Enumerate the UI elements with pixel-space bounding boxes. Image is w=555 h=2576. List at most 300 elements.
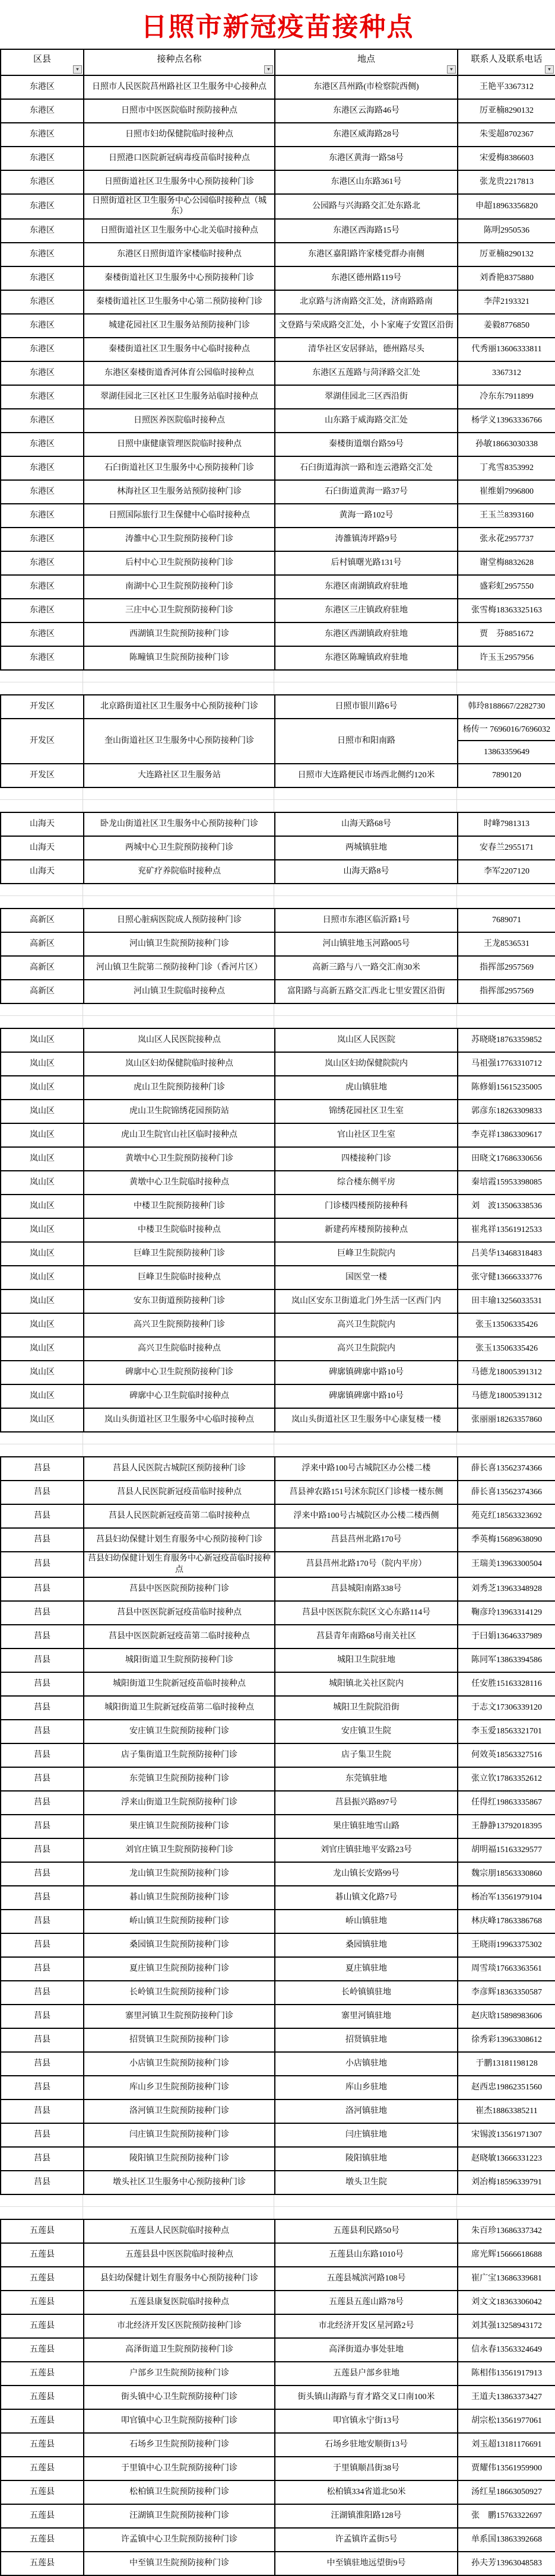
table-row	[1, 599, 555, 622]
site-name-cell: 日照中康健康管理医院临时接种点	[84, 433, 275, 456]
gap-cell	[83, 884, 274, 908]
site-name-cell: 寨里河镇卫生院预防接种门诊	[84, 2005, 275, 2028]
table-row	[1, 1313, 555, 1337]
address-cell: 东港区云海路46号	[275, 99, 458, 123]
table-row	[1, 2219, 555, 2243]
site-name-cell: 北京路街道社区卫生服务中心预防接种门诊	[84, 695, 275, 719]
site-name-cell: 虎山卫生院预防接种门诊	[84, 1076, 275, 1100]
district-cell: 莒县	[1, 2028, 84, 2052]
contact-cell: 张 鹏15763322697	[458, 2504, 555, 2528]
site-name-cell: 虎山卫生院锦绣花园预防站	[84, 1100, 275, 1123]
table-row	[1, 361, 555, 385]
filter-dropdown-button[interactable]	[545, 65, 554, 74]
site-name-cell: 秦楼街道社区卫生服务中心临时接种点	[84, 338, 275, 361]
gap-cell	[274, 884, 457, 908]
address-cell: 石场乡驻地安顺街13号	[275, 2433, 458, 2457]
district-cell: 岚山区	[1, 1028, 84, 1052]
table-row	[1, 1052, 555, 1076]
gap-cell	[83, 2195, 274, 2219]
contact-cell: 张玉13506335426	[458, 1337, 555, 1361]
contact-cell: 指挥部2957569	[458, 956, 555, 980]
contact-cell: 代秀丽13606333811	[458, 338, 555, 361]
district-cell: 岚山区	[1, 1361, 84, 1384]
contact-cell: 崔杰18863385211	[458, 2099, 555, 2123]
table-row	[1, 1743, 555, 1767]
table-row	[1, 1076, 555, 1100]
table-row	[1, 409, 555, 433]
address-cell: 日照市银川路6号	[275, 695, 458, 719]
contact-cell: 朱雯超8702367	[458, 123, 555, 147]
address-cell: 山海天路8号	[275, 860, 458, 884]
site-name-cell: 河山镇卫生院临时接种点	[84, 980, 275, 1003]
contact-cell: 7890120	[458, 764, 555, 787]
district-cell: 高新区	[1, 909, 84, 932]
site-name-cell: 南湖中心卫生院预防接种门诊	[84, 575, 275, 599]
address-cell: 招贤镇驻地	[275, 2028, 458, 2052]
contact-cell: 张雪梅18363325163	[458, 599, 555, 622]
district-cell: 东港区	[1, 266, 84, 290]
gap-cell	[0, 2195, 83, 2219]
address-cell: 两城镇驻地	[275, 836, 458, 860]
table-row	[1, 170, 555, 194]
district-cell: 东港区	[1, 99, 84, 123]
address-cell: 五莲县五莲山路78号	[275, 2291, 458, 2314]
table-row	[1, 338, 555, 361]
contact-cell: 郭彦东18263309833	[458, 1100, 555, 1123]
district-cell: 山海天	[1, 836, 84, 860]
district-cell: 五莲县	[1, 2314, 84, 2338]
district-cell: 东港区	[1, 314, 84, 338]
contact-cell: 田丰瑜13256033531	[458, 1289, 555, 1313]
district-cell: 莒县	[1, 1838, 84, 1862]
table-row	[1, 1577, 555, 1601]
contact-cell: 韩玲8188667/2282730	[458, 695, 555, 719]
district-cell: 莒县	[1, 1504, 84, 1528]
table-row	[1, 1337, 555, 1361]
contact-cell: 贾耀伟13561959900	[458, 2457, 555, 2480]
district-cell: 五莲县	[1, 2219, 84, 2243]
district-cell: 岚山区	[1, 1218, 84, 1242]
district-cell: 东港区	[1, 480, 84, 504]
site-name-cell: 林海社区卫生服务站预防接种门诊	[84, 480, 275, 504]
district-cell: 东港区	[1, 147, 84, 170]
table-row	[1, 1957, 555, 1981]
district-cell: 开发区	[1, 695, 84, 719]
district-cell: 岚山区	[1, 1052, 84, 1076]
site-name-cell: 洛河镇卫生院预防接种门诊	[84, 2099, 275, 2123]
district-section-table	[0, 694, 555, 788]
address-cell: 虎山镇驻地	[275, 1076, 458, 1100]
contact-cell: 王龙8536531	[458, 932, 555, 956]
table-row	[1, 2528, 555, 2552]
address-cell: 陵阳镇驻地	[275, 2147, 458, 2171]
site-name-cell: 墩头社区卫生服务中心预防接种门诊	[84, 2171, 275, 2194]
address-cell: 公园路与兴海路交汇处东路北	[275, 194, 458, 219]
contact-cell: 陈修娟15615235005	[458, 1076, 555, 1100]
contact-cell: 田晓文17686330656	[458, 1147, 555, 1171]
contact-cell: 指挥部2957569	[458, 980, 555, 1003]
district-cell: 岚山区	[1, 1266, 84, 1289]
gap-cell	[83, 788, 274, 812]
address-cell: 莒县振兴路897号	[275, 1791, 458, 1815]
address-cell: 库山乡驻地	[275, 2076, 458, 2099]
contact-cell: 汤红星18663050927	[458, 2480, 555, 2504]
district-section-table	[0, 908, 555, 1004]
district-cell: 五莲县	[1, 2291, 84, 2314]
site-name-cell: 日照市人民医院莒州路社区卫生服务中心接种点	[84, 75, 275, 99]
address-cell: 东港区三庄镇政府驻地	[275, 599, 458, 622]
site-name-cell: 店子集街道卫生院预防接种门诊	[84, 1743, 275, 1767]
contact-cell: 王静静13792018395	[458, 1815, 555, 1838]
district-cell: 岚山区	[1, 1123, 84, 1147]
header-cell-site-name	[84, 49, 275, 75]
table-row	[1, 1767, 555, 1791]
filter-dropdown-button[interactable]	[447, 65, 456, 74]
site-name-cell: 松柏镇卫生院预防接种门诊	[84, 2480, 275, 2504]
gap-cell	[274, 1004, 457, 1028]
table-row	[1, 1361, 555, 1384]
contact-cell: 谢堂梅8832628	[458, 551, 555, 575]
gap-cell	[0, 1004, 83, 1028]
table-row	[1, 147, 555, 170]
site-name-cell: 日照街道社区卫生服务中心北关临时接种点	[84, 219, 275, 243]
section-gap	[0, 2195, 555, 2219]
address-cell: 许孟镇许孟街5号	[275, 2528, 458, 2552]
site-name-cell: 兖矿疗养院临时接种点	[84, 860, 275, 884]
contact-cell: 杨学义13963336766	[458, 409, 555, 433]
contact-cell: 薛长喜13562374366	[458, 1457, 555, 1481]
site-name-cell: 招贤镇卫生院预防接种门诊	[84, 2028, 275, 2052]
table-sections	[0, 75, 555, 2576]
district-cell: 岚山区	[1, 1100, 84, 1123]
contact-cell: 安春兰2955171	[458, 836, 555, 860]
site-name-cell: 秦楼街道社区卫生服务中心第二预防接种门诊	[84, 290, 275, 314]
site-name-cell: 城阳街道卫生院新冠疫苗临时接种点	[84, 1672, 275, 1696]
contact-cell: 时峰7981313	[458, 812, 555, 836]
contact-cell: 张立钦17863352612	[458, 1767, 555, 1791]
site-name-cell: 城建花园社区卫生服务站预防接种门诊	[84, 314, 275, 338]
address-cell: 浮来中路100号古城院区办公楼二楼西侧	[275, 1504, 458, 1528]
contact-cell: 刘玉超13181176691	[458, 2433, 555, 2457]
table-row	[1, 956, 555, 980]
section-gap	[0, 884, 555, 908]
contact-cell: 3367312	[458, 361, 555, 385]
address-cell: 文登路与荣成路交汇处，小卜家庵子安置区沿街	[275, 314, 458, 338]
address-cell: 碁山镇文化路7号	[275, 1886, 458, 1910]
site-name-cell: 碑廓中心卫生院临时接种点	[84, 1384, 275, 1408]
site-name-cell: 莒县妇幼保健计划生育服务中心新冠疫苗临时接种点	[84, 1552, 275, 1577]
district-cell: 莒县	[1, 1957, 84, 1981]
address-cell: 日照市东港区临沂路1号	[275, 909, 458, 932]
site-name-cell: 河山镇卫生院第二预防接种门诊（香河片区）	[84, 956, 275, 980]
table-row	[1, 1481, 555, 1504]
district-cell: 东港区	[1, 75, 84, 99]
table-row	[1, 551, 555, 575]
address-cell: 东港区西湖镇政府驻地	[275, 622, 458, 646]
address-cell: 莒县中医医院东院区文心东路114号	[275, 1601, 458, 1625]
site-name-cell: 莒县人民医院古城院区预防接种门诊	[84, 1457, 275, 1481]
table-row	[1, 1123, 555, 1147]
district-cell: 高新区	[1, 932, 84, 956]
address-cell: 中至镇驻地远望街9号	[275, 2552, 458, 2575]
table-row	[1, 1648, 555, 1672]
district-section-table	[0, 812, 555, 884]
site-name-cell: 巨峰卫生院临时接种点	[84, 1266, 275, 1289]
site-name-cell: 小店镇卫生院预防接种门诊	[84, 2052, 275, 2076]
table-row	[1, 1933, 555, 1957]
table-row	[1, 433, 555, 456]
district-cell: 东港区	[1, 290, 84, 314]
table-row	[1, 1981, 555, 2005]
site-name-cell: 莒县人民医院新冠疫苗第二临时接种点	[84, 1504, 275, 1528]
contact-cell: 王晓雨19963375302	[458, 1933, 555, 1957]
district-section-table	[0, 75, 555, 671]
table-row	[1, 99, 555, 123]
address-cell: 东港区南湖镇政府驻地	[275, 575, 458, 599]
site-name-cell: 黄墩中心卫生院临时接种点	[84, 1171, 275, 1195]
table-row	[1, 1815, 555, 1838]
district-cell: 岚山区	[1, 1408, 84, 1432]
gap-cell	[457, 671, 555, 694]
address-cell: 官山社区卫生室	[275, 1123, 458, 1147]
site-name-cell: 莒县中医医院新冠疫苗第二临时接种点	[84, 1625, 275, 1648]
address-cell: 墩头卫生院	[275, 2171, 458, 2194]
district-cell: 莒县	[1, 1552, 84, 1577]
gap-cell	[457, 788, 555, 812]
district-cell: 莒县	[1, 1862, 84, 1886]
contact-cell: 刘冶梅18596339791	[458, 2171, 555, 2194]
district-cell: 东港区	[1, 646, 84, 670]
site-name-cell: 高兴卫生院预防接种门诊	[84, 1313, 275, 1337]
site-name-cell: 果庄镇卫生院预防接种门诊	[84, 1815, 275, 1838]
address-cell: 夏庄镇驻地	[275, 1957, 458, 1981]
site-name-cell: 秦楼街道社区卫生服务中心预防接种门诊	[84, 266, 275, 290]
filter-dropdown-button[interactable]	[264, 65, 273, 74]
site-name-cell: 安庄镇卫生院预防接种门诊	[84, 1720, 275, 1743]
table-row	[1, 2171, 555, 2194]
address-cell: 桑园镇驻地	[275, 1933, 458, 1957]
district-cell: 莒县	[1, 1672, 84, 1696]
site-name-cell: 碑廓中心卫生院预防接种门诊	[84, 1361, 275, 1384]
district-cell: 东港区	[1, 338, 84, 361]
filter-arrow-icon: ▼	[547, 66, 552, 72]
site-name-cell: 碁山镇卫生院预防接种门诊	[84, 1886, 275, 1910]
site-name-cell: 翠湖佳园北三区社区卫生服务站临时接种点	[84, 385, 275, 409]
address-cell: 东港区五莲路与菏泽路交汇处	[275, 361, 458, 385]
table-row	[1, 764, 555, 787]
site-name-cell: 峤山镇卫生院预防接种门诊	[84, 1910, 275, 1933]
district-cell: 东港区	[1, 551, 84, 575]
district-cell: 山海天	[1, 812, 84, 836]
table-row	[1, 2052, 555, 2076]
table-row	[1, 75, 555, 99]
address-cell: 东莞镇驻地	[275, 1767, 458, 1791]
contact-cell: 冷东东7911899	[458, 385, 555, 409]
district-cell: 岚山区	[1, 1337, 84, 1361]
site-name-cell: 刘官庄镇卫生院预防接种门诊	[84, 1838, 275, 1862]
site-name-cell: 五莲县县中医医院临时接种点	[84, 2243, 275, 2267]
contact-cell: 马祖强17763310712	[458, 1052, 555, 1076]
district-cell: 五莲县	[1, 2409, 84, 2433]
contact-cell: 吕美华13468318483	[458, 1242, 555, 1266]
contact-cell: 崔兆祥13561912533	[458, 1218, 555, 1242]
filter-dropdown-button[interactable]	[73, 65, 82, 74]
address-cell: 日照市和阳南路	[275, 719, 458, 764]
table-row	[1, 243, 555, 266]
address-cell: 小店镇驻地	[275, 2052, 458, 2076]
filter-arrow-icon: ▼	[75, 66, 80, 72]
address-cell: 松柏镇334省道北50米	[275, 2480, 458, 2504]
site-name-cell: 虎山卫生院官山社区临时接种点	[84, 1123, 275, 1147]
site-name-cell: 汪湖镇卫生院预防接种门诊	[84, 2504, 275, 2528]
address-cell: 岚山区安东卫街道北门外生活一区西门内	[275, 1289, 458, 1313]
site-name-cell: 高泽街道卫生院预防接种门诊	[84, 2338, 275, 2362]
address-cell: 城阳卫生院驻地	[275, 1648, 458, 1672]
gap-cell	[83, 671, 274, 694]
contact-cell: 厉亚楠8290132	[458, 99, 555, 123]
header-label-contact: 联系人及联系电话	[471, 55, 543, 65]
site-name-cell: 于里镇中心卫生院预防接种门诊	[84, 2457, 275, 2480]
site-name-cell: 三庄中心卫生院预防接种门诊	[84, 599, 275, 622]
contact-cell: 李克祥13863309617	[458, 1123, 555, 1147]
contact-cell: 周雪琰17663363561	[458, 1957, 555, 1981]
site-name-cell: 街头镇中心卫生院预防接种门诊	[84, 2386, 275, 2409]
district-cell: 东港区	[1, 194, 84, 219]
site-name-cell: 日照市中医医院临时预防接种点	[84, 99, 275, 123]
table-row	[1, 1552, 555, 1577]
district-cell: 东港区	[1, 433, 84, 456]
contact-cell: 王艳平3367312	[458, 75, 555, 99]
district-cell: 东港区	[1, 575, 84, 599]
contact-cell: 孙夫芳13963048583	[458, 2552, 555, 2575]
address-cell: 新建药库楼预防接种点	[275, 1218, 458, 1242]
district-cell: 东港区	[1, 528, 84, 551]
district-cell: 开发区	[1, 719, 84, 764]
contact-cell: 于曰娟13646337989	[458, 1625, 555, 1648]
district-cell: 岚山区	[1, 1289, 84, 1313]
contact-cell: 刘香艳8375880	[458, 266, 555, 290]
district-cell: 五莲县	[1, 2552, 84, 2575]
address-cell: 刘官庄镇驻地平安路23号	[275, 1838, 458, 1862]
site-name-cell: 长岭镇卫生院预防接种门诊	[84, 1981, 275, 2005]
table-row	[1, 1147, 555, 1171]
gap-cell	[274, 671, 457, 694]
table-row	[1, 719, 555, 764]
table-row	[1, 575, 555, 599]
contact-cell: 魏宗朋18563330860	[458, 1862, 555, 1886]
contact-cell: 鞠彦玲13963314129	[458, 1601, 555, 1625]
table-row	[1, 1838, 555, 1862]
table-row	[1, 266, 555, 290]
site-name-cell: 巨峰卫生院预防接种门诊	[84, 1242, 275, 1266]
district-cell: 莒县	[1, 1457, 84, 1481]
contact-cell: 申超18963356820	[458, 194, 555, 219]
contact-cell: 胡明福15163329577	[458, 1838, 555, 1862]
site-name-cell: 石场乡卫生院预防接种门诊	[84, 2433, 275, 2457]
contact-primary: 杨传一 7696016/7696032	[458, 719, 555, 741]
site-name-cell: 黄墩中心卫生院预防接种门诊	[84, 1147, 275, 1171]
district-cell: 岚山区	[1, 1147, 84, 1171]
address-cell: 富阳路与高新五路交汇西北七里安置区沿街	[275, 980, 458, 1003]
address-cell: 碑廓镇碑廓中路10号	[275, 1361, 458, 1384]
address-cell: 后村镇曙光路131号	[275, 551, 458, 575]
contact-cell: 任得红19863335867	[458, 1791, 555, 1815]
table-row	[1, 2291, 555, 2314]
table-row	[1, 1862, 555, 1886]
site-name-cell: 叩官镇中心卫生院预防接种门诊	[84, 2409, 275, 2433]
site-name-cell: 岚山区妇幼保健院临时接种点	[84, 1052, 275, 1076]
address-cell: 市北经济开发区星河路2号	[275, 2314, 458, 2338]
district-cell: 山海天	[1, 860, 84, 884]
address-cell: 安庄镇卫生院	[275, 1720, 458, 1743]
address-cell: 东港区山东路361号	[275, 170, 458, 194]
address-cell: 黄海一路102号	[275, 504, 458, 528]
address-cell: 寨里河镇驻地	[275, 2005, 458, 2028]
district-cell: 莒县	[1, 1648, 84, 1672]
table-row	[1, 622, 555, 646]
contact-cell: 李彦辉18363350587	[458, 1981, 555, 2005]
contact-cell: 李玉爱18563321701	[458, 1720, 555, 1743]
district-cell: 五莲县	[1, 2528, 84, 2552]
address-cell: 莒县莒州北路170号	[275, 1528, 458, 1552]
site-name-cell: 大连路社区卫生服务站	[84, 764, 275, 787]
district-cell: 莒县	[1, 1933, 84, 1957]
table-row	[1, 290, 555, 314]
gap-cell	[0, 884, 83, 908]
table-row	[1, 1195, 555, 1218]
address-cell: 岚山区人民医院	[275, 1028, 458, 1052]
table-row	[1, 2076, 555, 2099]
address-cell: 石臼街道黄海一路37号	[275, 480, 458, 504]
table-row	[1, 2409, 555, 2433]
site-name-cell: 城阳街道卫生院预防接种门诊	[84, 1648, 275, 1672]
table-row	[1, 2338, 555, 2362]
table-row	[1, 695, 555, 719]
district-cell: 岚山区	[1, 1242, 84, 1266]
district-section-table	[0, 2219, 555, 2576]
table-row	[1, 480, 555, 504]
site-name-cell: 日照医养医院临时接种点	[84, 409, 275, 433]
contact-cell: 薛长喜13562374366	[458, 1481, 555, 1504]
gap-cell	[0, 788, 83, 812]
address-cell: 五莲县山东路1010号	[275, 2243, 458, 2267]
address-cell: 莒县莒州北路170号（院内平房）	[275, 1552, 458, 1577]
address-cell: 叩官镇永宁街13号	[275, 2409, 458, 2433]
contact-cell: 盛彩虹2957550	[458, 575, 555, 599]
district-cell: 莒县	[1, 1601, 84, 1625]
contact-cell: 何效英18563327516	[458, 1743, 555, 1767]
table-row	[1, 1910, 555, 1933]
district-cell: 五莲县	[1, 2504, 84, 2528]
address-cell: 浮来中路100号古城院区办公楼二楼	[275, 1457, 458, 1481]
district-cell: 五莲县	[1, 2267, 84, 2291]
district-cell: 莒县	[1, 1625, 84, 1648]
district-cell: 东港区	[1, 385, 84, 409]
table-row	[1, 219, 555, 243]
address-cell: 高新三路与八一路交汇南30米	[275, 956, 458, 980]
table-row	[1, 2147, 555, 2171]
address-cell: 东港区威海路28号	[275, 123, 458, 147]
district-cell: 五莲县	[1, 2338, 84, 2362]
site-name-cell: 高兴卫生院临时接种点	[84, 1337, 275, 1361]
filter-arrow-icon: ▼	[266, 66, 271, 72]
district-cell: 五莲县	[1, 2457, 84, 2480]
contact-cell: 贾 芬8851672	[458, 622, 555, 646]
gap-cell	[274, 2195, 457, 2219]
district-cell: 岚山区	[1, 1195, 84, 1218]
table-row	[1, 1791, 555, 1815]
contact-cell: 徐秀彩13963308612	[458, 2028, 555, 2052]
